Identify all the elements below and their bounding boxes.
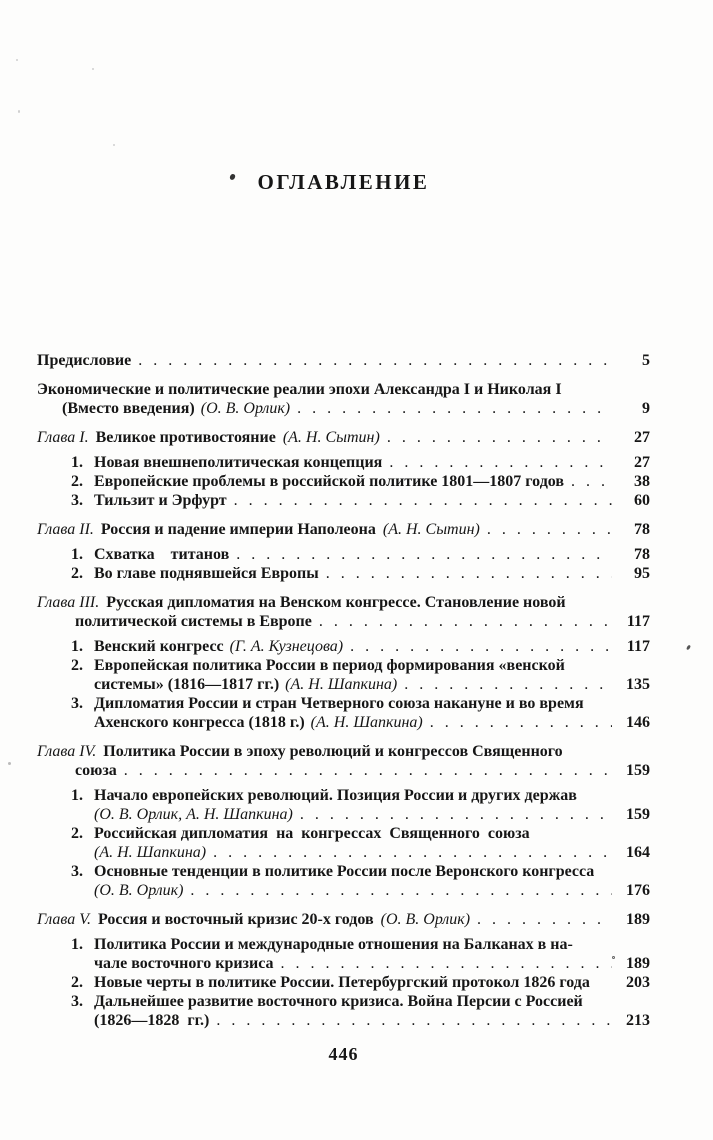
toc-chapter-5	[37, 910, 650, 1030]
toc-line	[37, 380, 650, 399]
chapter-items	[37, 545, 650, 583]
item-author: (А. Н. Шапкина)	[310, 714, 423, 731]
item-number: 2.	[71, 974, 83, 991]
page-number: 38	[634, 473, 650, 490]
chapter-title: Россия и восточный кризис 20-х годов	[97, 911, 374, 928]
chapter-items	[37, 786, 650, 900]
item-number: 3.	[71, 695, 83, 712]
item-text-line1: Дипломатия России и стран Четверного союза накануне и во время	[94, 695, 584, 712]
toc-content	[37, 0, 650, 1065]
table-of-contents	[37, 351, 650, 1030]
chapter-heading-continuation	[37, 612, 650, 631]
chapter-items	[37, 935, 650, 1030]
dot-leader	[387, 428, 612, 447]
item-author: (О. В. Орлик, А. Н. Шапкина)	[94, 806, 293, 823]
chapter-item	[71, 472, 650, 491]
item-number: 3.	[71, 993, 83, 1010]
chapter-heading-continuation	[37, 761, 650, 780]
page-number: 117	[626, 638, 650, 655]
chapter-item-continuation	[71, 805, 650, 824]
dot-leader	[571, 472, 612, 491]
chapter-title-line1: Русская дипломатия на Венском конгрессе. Становление новой	[106, 594, 566, 611]
page-number: 189	[626, 911, 650, 928]
item-text: Европейские проблемы в российской политике 1801—1807 годов	[94, 473, 565, 490]
chapter-item	[71, 786, 650, 805]
item-number: 2.	[71, 825, 83, 842]
page-number: 146	[626, 714, 650, 731]
toc-chapter-3	[37, 593, 650, 732]
chapter-item	[71, 453, 650, 472]
dot-leader	[477, 910, 612, 929]
page-number: 213	[626, 1012, 650, 1029]
item-text: Венский конгресс	[94, 638, 224, 655]
chapter-item	[71, 862, 650, 881]
entry-text: Предисловие	[37, 352, 132, 369]
toc-entry-preface	[37, 351, 650, 370]
page-number: 9	[642, 400, 650, 417]
page-number: 159	[626, 762, 650, 779]
chapter-title: Великое противостояние	[95, 429, 276, 446]
item-number: 1.	[71, 787, 83, 804]
ink-speck	[686, 645, 691, 651]
chapter-label: Глава IV.	[37, 743, 97, 760]
item-author: (О. В. Орлик)	[94, 882, 184, 899]
dot-leader	[281, 954, 613, 973]
toc-chapter-2	[37, 520, 650, 583]
chapter-item-continuation	[71, 954, 650, 973]
item-text-line2: Ахенского конгресса (1818 г.)	[94, 714, 305, 731]
chapter-item	[71, 564, 650, 583]
item-text-line2: чале восточного кризиса	[94, 955, 274, 972]
chapter-item	[71, 935, 650, 954]
item-number: 2.	[71, 657, 83, 674]
item-text: Тильзит и Эрфурт	[94, 492, 227, 509]
chapter-heading	[37, 428, 650, 447]
chapter-title-line1: Политика России в эпоху революций и конгрессов Священного	[103, 743, 563, 760]
chapter-item-continuation	[71, 675, 650, 694]
item-text-line1: Российская дипломатия на конгрессах Священного союза	[94, 825, 530, 842]
chapter-item	[71, 973, 650, 992]
chapter-heading	[37, 910, 650, 929]
dot-leader	[430, 713, 612, 732]
chapter-author: (О. В. Орлик)	[380, 911, 471, 928]
entry-text-line2: (Вместо введения)	[62, 400, 195, 417]
chapter-title-line2: политической системы в Европе	[75, 613, 312, 630]
page-number: 27	[634, 429, 650, 446]
chapter-heading	[37, 593, 650, 612]
page-number: 5	[642, 352, 650, 369]
chapter-title: Россия и падение империи Наполеона	[100, 521, 376, 538]
dot-leader	[234, 491, 612, 510]
item-text-line1: Основные тенденции в политике России после Веронского конгресса	[94, 863, 595, 880]
chapter-item	[71, 992, 650, 1011]
dot-leader	[138, 351, 612, 370]
chapter-item-continuation	[71, 713, 650, 732]
item-author: (А. Н. Шапкина)	[285, 676, 398, 693]
dot-leader	[213, 843, 612, 862]
ink-speck	[612, 956, 615, 959]
item-number: 1.	[71, 936, 83, 953]
ink-speck	[16, 59, 18, 61]
ink-speck	[113, 144, 115, 146]
chapter-item	[71, 824, 650, 843]
dot-leader	[389, 453, 612, 472]
chapter-label: Глава I.	[37, 429, 89, 446]
page-number: 117	[626, 613, 650, 630]
page-number: 164	[626, 844, 650, 861]
dot-leader	[236, 545, 612, 564]
page-number: 189	[626, 955, 650, 972]
chapter-items	[37, 637, 650, 732]
item-text: Новая внешнеполитическая концепция	[94, 454, 383, 471]
chapter-item	[71, 545, 650, 564]
chapter-label: Глава V.	[37, 911, 91, 928]
item-author: (А. Н. Шапкина)	[94, 844, 207, 861]
page-number: 78	[634, 521, 650, 538]
toc-line	[37, 399, 650, 418]
dot-leader	[487, 520, 612, 539]
page-number: 95	[634, 565, 650, 582]
item-number: 3.	[71, 863, 83, 880]
item-text-line1: Политика России и международные отношения на Балканах в на-	[94, 936, 573, 953]
dot-leader	[216, 1011, 612, 1030]
item-author: (Г. А. Кузнецова)	[229, 638, 344, 655]
toc-entry-introduction	[37, 380, 650, 418]
chapter-author: (А. Н. Сытин)	[282, 429, 380, 446]
toc-line	[37, 351, 650, 370]
chapter-label: Глава III.	[37, 594, 100, 611]
ink-speck	[18, 110, 20, 113]
item-number: 1.	[71, 638, 83, 655]
item-text-line1: Дальнейшее развитие восточного кризиса. Война Персии с Россией	[94, 993, 583, 1010]
dot-leader	[297, 399, 612, 418]
page-number: 27	[634, 454, 650, 471]
item-number: 1.	[71, 546, 83, 563]
chapter-item	[71, 656, 650, 675]
page-title: ОГЛАВЛЕНИЕ	[257, 170, 430, 194]
chapter-item	[71, 491, 650, 510]
page-number: 78	[634, 546, 650, 563]
toc-chapter-4	[37, 742, 650, 900]
item-text-line2: (1826—1828 гг.)	[94, 1012, 210, 1029]
chapter-title-line2: союза	[75, 762, 117, 779]
dot-leader	[350, 637, 612, 656]
folio-page-number: 446	[328, 1044, 359, 1064]
chapter-item	[71, 637, 650, 656]
page-number: 135	[626, 676, 650, 693]
dot-leader	[404, 675, 612, 694]
dot-leader	[319, 612, 612, 631]
item-text: Новые черты в политике России. Петербургский протокол 1826 года	[94, 974, 590, 991]
ink-speck	[8, 762, 11, 765]
page-number: 60	[634, 492, 650, 509]
item-number: 3.	[71, 492, 83, 509]
chapter-item-continuation	[71, 1011, 650, 1030]
chapter-label: Глава II.	[37, 521, 94, 538]
dot-leader	[124, 761, 612, 780]
chapter-author: (А. Н. Сытин)	[382, 521, 480, 538]
chapter-item	[71, 694, 650, 713]
dot-leader	[326, 564, 612, 583]
page-number: 203	[626, 974, 650, 991]
page-number: 159	[626, 806, 650, 823]
toc-chapter-1	[37, 428, 650, 510]
chapter-item-continuation	[71, 843, 650, 862]
chapter-item-continuation	[71, 881, 650, 900]
item-text-line1: Европейская политика России в период формирования «венской	[94, 657, 565, 674]
chapter-heading	[37, 742, 650, 761]
item-text: Во главе поднявшейся Европы	[94, 565, 319, 582]
item-text: Схватка титанов	[94, 546, 230, 563]
item-number: 1.	[71, 454, 83, 471]
item-number: 2.	[71, 473, 83, 490]
dot-leader	[300, 805, 612, 824]
item-text-line1: Начало европейских революций. Позиция России и других держав	[94, 787, 577, 804]
entry-text-line1: Экономические и политические реалии эпохи Александра I и Николая I	[37, 381, 562, 398]
entry-author: (О. В. Орлик)	[200, 400, 291, 417]
item-text-line2: системы» (1816—1817 гг.)	[94, 676, 280, 693]
ink-speck	[92, 68, 94, 70]
page-number: 176	[626, 882, 650, 899]
chapter-heading	[37, 520, 650, 539]
dot-leader	[190, 881, 612, 900]
item-number: 2.	[71, 565, 83, 582]
chapter-items	[37, 453, 650, 510]
